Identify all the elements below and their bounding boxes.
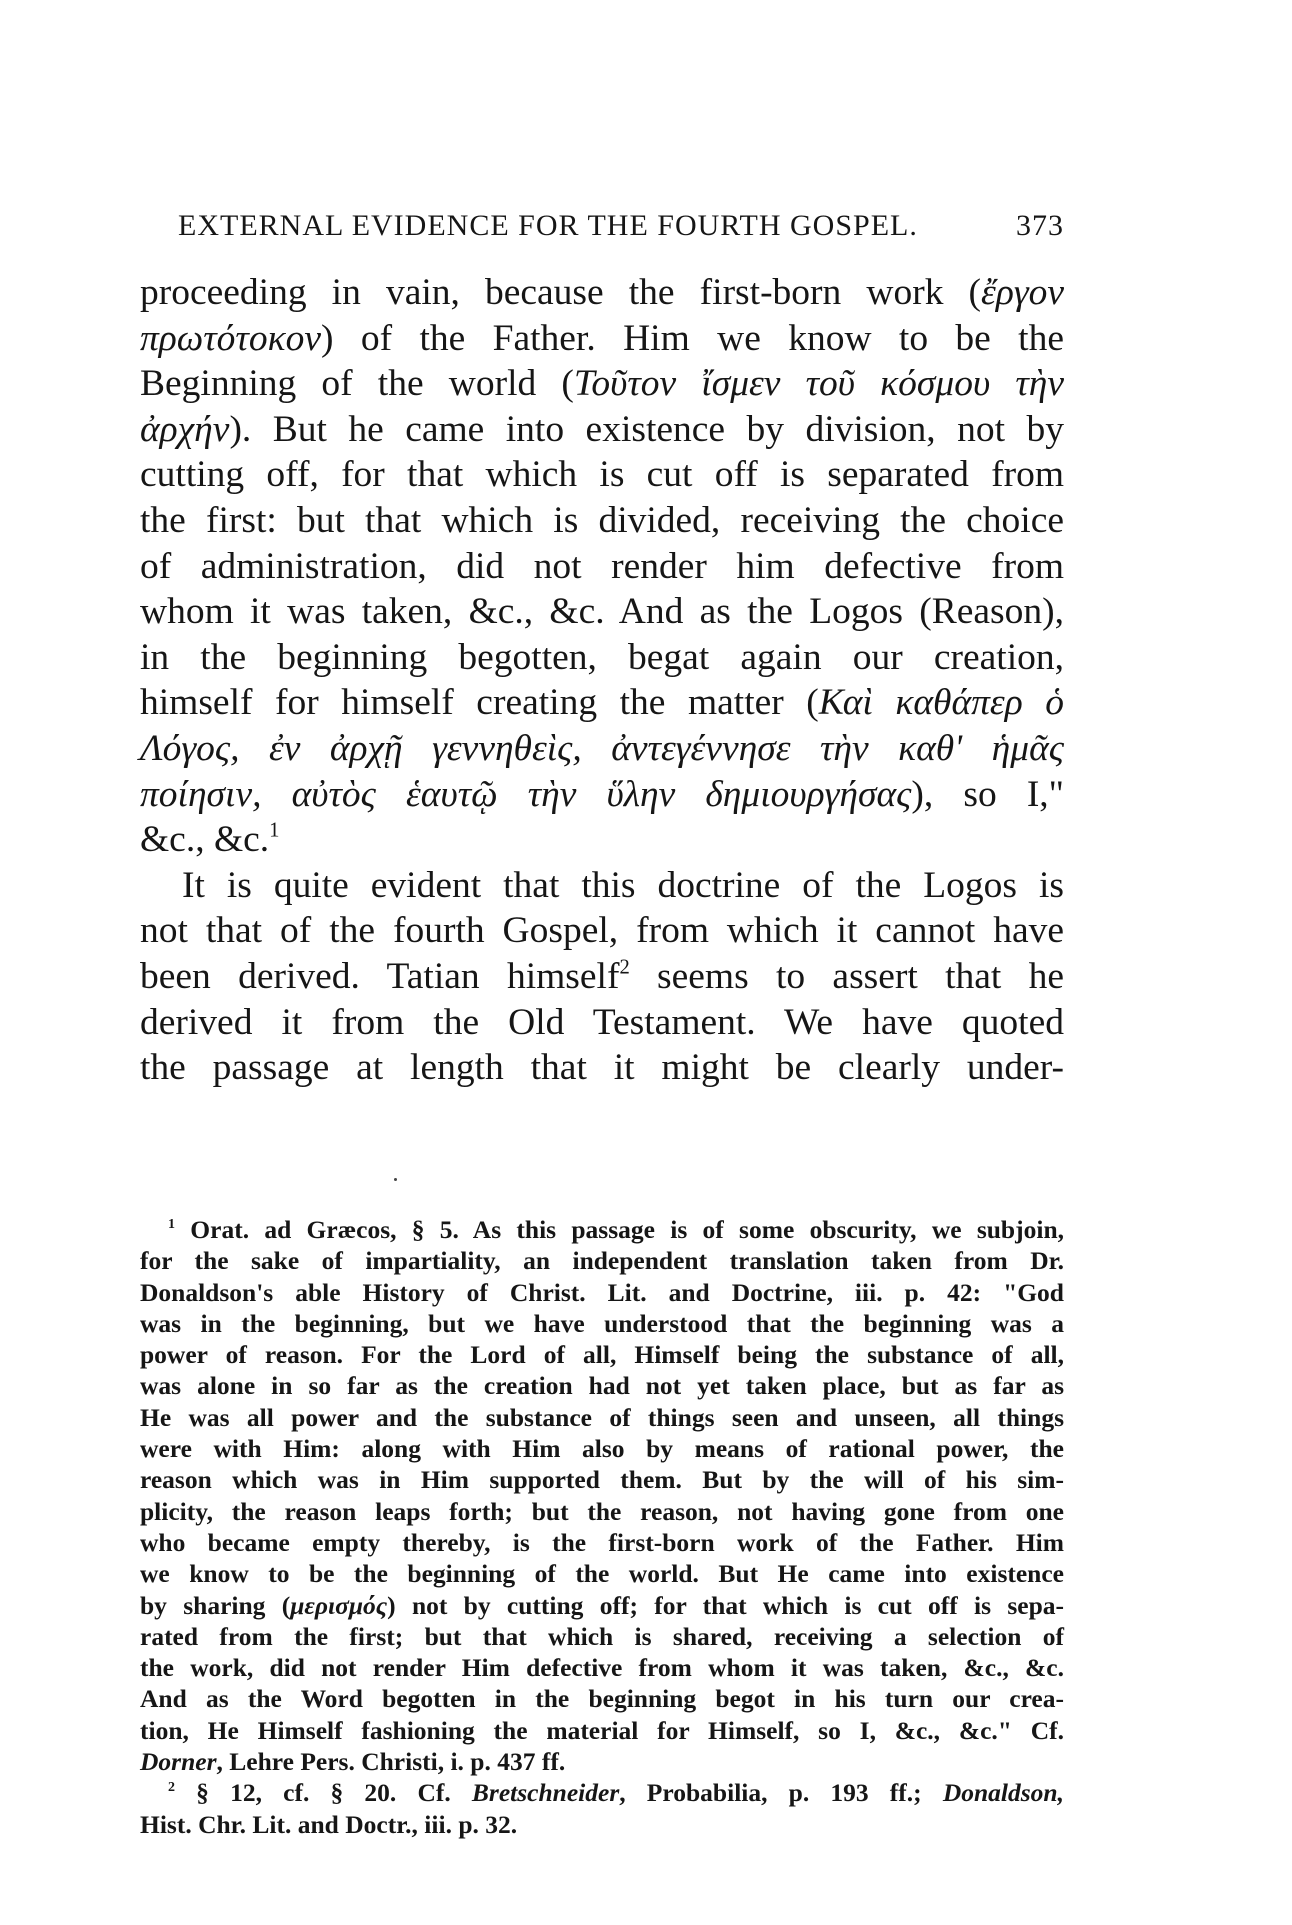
footnote-line: power of reason. For the Lord of all, Himself being the substance of all, bbox=[140, 1340, 1064, 1370]
running-title: EXTERNAL EVIDENCE FOR THE FOURTH GOSPEL. bbox=[178, 209, 918, 242]
footnote-2 bbox=[140, 1777, 1064, 1840]
text-line: been derived. Tatian himself$^2$ seems to assert that he bbox=[140, 955, 1064, 997]
text-line: derived it from the Old Testament. We have quoted bbox=[140, 1001, 1064, 1043]
text-line: himself for himself creating the matter (Καὶ καθάπερ ὁ bbox=[140, 682, 1064, 724]
footnote-line: for the sake of impartiality, an independent translation taken from Dr. bbox=[140, 1246, 1064, 1276]
text-line: the first: but that which is divided, receiving the choice bbox=[140, 499, 1064, 541]
footnote-line: were with Him: along with Him also by means of rational power, the bbox=[140, 1434, 1064, 1464]
main-text bbox=[140, 270, 1064, 1091]
paragraph-1 bbox=[140, 270, 1064, 863]
footnote-1 bbox=[140, 1214, 1064, 1777]
text-line: Λόγος, ἐν ἀρχῇ γεννηθεὶς, ἀντεγέννησε τὴν καθ' ἡμᾶς bbox=[140, 727, 1064, 769]
footnote-ref-1: 1 bbox=[269, 819, 280, 842]
footnote-line: Donaldson's able History of Christ. Lit. and Doctrine, iii. p. 42: "God bbox=[140, 1277, 1064, 1307]
footnote-line: was alone in so far as the creation had not yet taken place, but as far as bbox=[140, 1371, 1064, 1401]
text-line: the passage at length that it might be clearly under- bbox=[140, 1047, 1064, 1089]
footnote-line: Hist. Chr. Lit. and Doctr., iii. p. 32. bbox=[140, 1809, 518, 1839]
running-header bbox=[178, 208, 1064, 244]
footnote-line: tion, He Himself fashioning the material for Himself, so I, &c., &c." Cf. bbox=[140, 1715, 1064, 1745]
text-line: of administration, did not render him defective from bbox=[140, 545, 1064, 587]
page-number: 373 bbox=[1016, 209, 1064, 242]
footnote-ref-2: 2 bbox=[619, 956, 630, 979]
text-line: Beginning of the world (Τοῦτον ἴσμεν τοῦ κόσμου τὴν bbox=[140, 363, 1064, 405]
footnote-marker: 2 bbox=[168, 1780, 176, 1796]
text-line: ἀρχήν). But he came into existence by division, not by bbox=[140, 408, 1064, 450]
footnote-line: was in the beginning, but we have understood that the beginning was a bbox=[140, 1308, 1064, 1338]
footnote-line: who became empty thereby, is the first-born work of the Father. Him bbox=[140, 1527, 1064, 1557]
footnote-line: And as the Word begotten in the beginning begot in his turn our crea- bbox=[140, 1684, 1064, 1714]
footnote-line: we know to be the beginning of the world. But He came into existence bbox=[140, 1559, 1064, 1589]
footnote-line: rated from the first; but that which is shared, receiving a selection of bbox=[140, 1621, 1064, 1651]
paragraph-2 bbox=[140, 863, 1064, 1091]
text-line: whom it was taken, &c., &c. And as the Logos (Reason), bbox=[140, 591, 1064, 633]
footnote-line: Dorner, Lehre Pers. Christi, i. p. 437 ff. bbox=[140, 1747, 566, 1777]
text-line: πρωτότοκον) of the Father. Him we know to be the bbox=[140, 317, 1064, 359]
footnote-line: reason which was in Him supported them. But by the will of his sim- bbox=[140, 1465, 1064, 1495]
footnote-line: $^2$ § 12, cf. § 20. Cf. Bretschneider, Probabilia, p. 193 ff.; Donaldson, bbox=[168, 1778, 1064, 1808]
text-line: not that of the fourth Gospel, from which it cannot have bbox=[140, 910, 1064, 952]
text-line: ποίησιν, αὐτὸς ἑαυτῷ τὴν ὕλην δημιουργήσας), so I," bbox=[140, 773, 1064, 815]
footnote-line: He was all power and the substance of things seen and unseen, all things bbox=[140, 1402, 1064, 1432]
text-line: proceeding in vain, because the first-born work (ἔργον bbox=[140, 272, 1064, 313]
footnote-line: the work, did not render Him defective from whom it was taken, &c., &c. bbox=[140, 1653, 1064, 1683]
text-line: &c., &c.$^1$ bbox=[140, 819, 280, 861]
text-line: It is quite evident that this doctrine of the Logos is bbox=[182, 864, 1064, 906]
footnote-line: plicity, the reason leaps forth; but the reason, not having gone from one bbox=[140, 1496, 1064, 1526]
text-line: in the beginning begotten, begat again our creation, bbox=[140, 636, 1064, 678]
footnote-line: $^1$ Orat. ad Græcos, § 5. As this passage is of some obscurity, we subjoin, bbox=[168, 1215, 1065, 1244]
print-speck bbox=[394, 1178, 397, 1181]
footnote-line: by sharing (μερισμός) not by cutting off; for that which is cut off is sepa- bbox=[140, 1590, 1064, 1620]
footnotes bbox=[140, 1214, 1064, 1840]
text-line: cutting off, for that which is cut off is separated from bbox=[140, 454, 1064, 496]
footnote-marker: 1 bbox=[168, 1217, 176, 1233]
